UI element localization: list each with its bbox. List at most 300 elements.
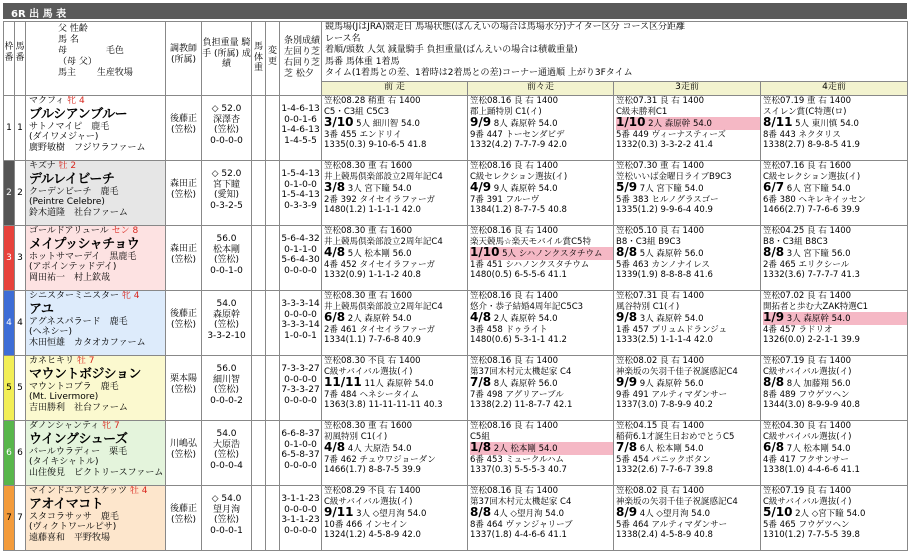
race-popularity-jockey: 2人 ◇宮下瞳 54.0 xyxy=(792,509,866,520)
finish-position: 9/8 xyxy=(616,310,638,325)
race-winner: 5番 463 カンノナイレス xyxy=(616,259,710,270)
race-name: C級セレクション選抜(イ) xyxy=(470,171,568,182)
horse-info[interactable] xyxy=(26,96,166,161)
finish-position: 4/8 xyxy=(324,440,346,455)
race-venue-date: 笠松08.16 良 右 1400 xyxy=(470,161,559,171)
race-winner: 7番 498 アグリアーブル xyxy=(470,389,564,400)
record-right: 1-4-6-13 xyxy=(281,125,320,136)
trainer-affiliation: (笠松) xyxy=(170,449,197,460)
race-venue-date: 笠松07.30 重 右 1400 xyxy=(616,161,705,171)
race-time: 1480(0.5) 6-5-5-6 41.1 xyxy=(470,270,567,281)
header-record-line: 条別成績 xyxy=(284,36,321,46)
race-result xyxy=(324,182,467,195)
race-time: 1363(3.8) 11-11-11-11 40.3 xyxy=(324,400,443,411)
finish-position: 5/10 xyxy=(763,505,793,520)
header-row xyxy=(4,22,908,82)
race-name: 神楽坂の矢羽千佳子祝誕感記C4 xyxy=(616,366,738,377)
dam-sire: (アポインテッドデイ) xyxy=(29,262,117,273)
jockey-weight-cell xyxy=(202,421,252,486)
horse-name[interactable]: アオイマコト xyxy=(29,496,104,512)
finish-position: 7/8 xyxy=(616,440,638,455)
dam-sire: (ヘネシー) xyxy=(29,327,73,338)
race-winner: 10番 466 インセイン xyxy=(324,519,408,530)
race-winner: 6番 380 ヘキレキイッセン xyxy=(763,194,866,205)
horse-row[interactable] xyxy=(4,486,908,551)
race-venue-date: 笠松08.16 良 右 1400 xyxy=(470,291,559,301)
past-race-cell[interactable] xyxy=(614,161,761,226)
sex-age: 牝 4 xyxy=(121,291,140,301)
horse-row[interactable] xyxy=(4,356,908,421)
record-left: 0-0-0-0 xyxy=(284,504,317,515)
horse-name[interactable]: アユ xyxy=(29,301,54,317)
jockey-affiliation: (笠松) xyxy=(213,125,240,136)
race-popularity-jockey: 5人 森原幹 56.0 xyxy=(637,249,704,260)
past-race-cell[interactable] xyxy=(761,161,908,226)
waku-number: 2 xyxy=(4,161,15,226)
race-winner: 2番 461 タイセイラファーガ xyxy=(324,324,436,335)
race-title-bar xyxy=(3,3,907,19)
race-time: 1332(0.9) 1-1-1-2 40.8 xyxy=(324,270,421,281)
finish-position: 8/8 xyxy=(763,245,785,260)
trainer-cell xyxy=(166,356,202,421)
race-time: 1338(2.4) 4-5-8-9 40.8 xyxy=(616,530,713,541)
header-info-line: タイム(1着馬との差、1着時は2着馬との差)コーナー通過順 上がり3Fタイム xyxy=(325,68,633,78)
race-popularity-jockey: 8人 森原幹 56.0 xyxy=(491,379,558,390)
sex-age: セン 8 xyxy=(111,226,139,236)
past-race-cell[interactable] xyxy=(468,421,614,486)
header-info-line: 着順/頭数 人気 減量騎手 負担重量(ばんえいの場合は積載重量) xyxy=(325,45,578,55)
past-race-cell[interactable] xyxy=(614,226,761,291)
burden-weight: ◇ 52.0 xyxy=(211,104,242,114)
race-result xyxy=(470,377,613,390)
race-time: 1338(1.0) 4-4-6-6 41.1 xyxy=(763,465,860,476)
race-name: 第37回木村元太機起家 C4 xyxy=(470,366,572,377)
header-bodyweight: 馬体重 xyxy=(252,22,266,96)
finish-position: 4/8 xyxy=(470,310,492,325)
past-race-cell[interactable] xyxy=(761,356,908,421)
race-venue-date: 笠松04.15 良 右 1400 xyxy=(616,421,705,431)
trainer-name: 川嶋弘 xyxy=(169,439,197,449)
header-change: 変更 xyxy=(266,22,280,96)
race-result xyxy=(763,507,907,520)
record-left: 0-1-1-0 xyxy=(284,244,317,255)
race-venue-date: 笠松07.31 良 右 1400 xyxy=(616,291,705,301)
finish-position: 1/10 xyxy=(470,245,500,260)
past-race-cell[interactable] xyxy=(468,291,614,356)
record-cell xyxy=(280,486,322,551)
dam-sire: (ヴィクトワールピサ) xyxy=(29,522,117,533)
header-horse-line: 母 毛色 xyxy=(58,46,124,56)
record-class: 5-6-4-32 xyxy=(281,234,320,244)
finish-position: 8/11 xyxy=(763,115,793,130)
race-venue-date: 笠松08.30 重 右 1600 xyxy=(324,421,413,431)
race-venue-date: 笠松08.16 良 右 1400 xyxy=(470,96,559,106)
jockey-affiliation: (笠松) xyxy=(213,515,240,526)
header-horse-line: 馬 名 xyxy=(58,35,79,45)
race-winner: 7番 484 ヘネシータイム xyxy=(324,389,419,400)
finish-position: 8/9 xyxy=(616,505,638,520)
breeder: ビクトリースファーム xyxy=(74,467,164,478)
horse-info[interactable] xyxy=(26,356,166,421)
race-venue-date: 笠松07.02 良 右 1400 xyxy=(763,291,852,301)
race-time: 1332(3.6) 7-7-7-7 41.3 xyxy=(763,270,860,281)
sire: ゴールドアリュール xyxy=(29,226,109,236)
jockey-record: 0-0-1-0 xyxy=(210,265,243,276)
race-name: スイレン賞(C特選(ロ) xyxy=(763,106,847,117)
race-time: 1384(1.2) 8-7-7-5 40.8 xyxy=(470,205,567,216)
horse-number: 3 xyxy=(15,226,26,291)
past-race-cell[interactable] xyxy=(468,486,614,551)
trainer-cell xyxy=(166,96,202,161)
finish-position: 7/8 xyxy=(470,375,492,390)
jockey-record: 0-3-2-5 xyxy=(210,200,243,211)
header-horse-line: 父 性齢 xyxy=(58,24,88,34)
bodyweight-cell xyxy=(252,486,266,551)
race-popularity-jockey: 6人 宮下瞳 54.0 xyxy=(784,184,851,195)
waku-number: 7 xyxy=(4,486,15,551)
race-name: 井上競馬倶楽部設立2周年記C4 xyxy=(324,301,443,312)
horse-info[interactable] xyxy=(26,226,166,291)
race-venue-date: 笠松08.30 重 右 1600 xyxy=(324,161,413,171)
horse-name[interactable]: マウントボジション xyxy=(29,366,141,382)
sex-age: 牡 7 xyxy=(76,356,95,366)
header-record-line: 左回り芝 xyxy=(284,47,321,57)
jockey-name: 松本剛 xyxy=(212,244,240,255)
past-race-cell[interactable] xyxy=(322,226,468,291)
horse-row[interactable] xyxy=(4,226,908,291)
record-right: 3-3-3-14 xyxy=(281,320,320,331)
race-result xyxy=(470,507,613,520)
record-cell xyxy=(280,421,322,486)
past-race-cell[interactable] xyxy=(614,291,761,356)
race-result xyxy=(324,247,467,260)
trainer-cell xyxy=(166,486,202,551)
race-time: 1480(0.6) 5-3-1-1 41.2 xyxy=(470,335,567,346)
header-waku: 枠番 xyxy=(4,22,15,96)
record-left: 0-1-0-0 xyxy=(284,179,317,190)
race-time: 1339(1.9) 8-8-8-8 41.6 xyxy=(616,270,713,281)
finish-position: 1/8 xyxy=(470,440,492,455)
jockey-weight-cell xyxy=(202,226,252,291)
dam: アグネスパラード xyxy=(29,316,101,327)
bodyweight-cell xyxy=(252,356,266,421)
sire: シニスターミニスター xyxy=(29,291,120,301)
coat-color: 鹿毛 xyxy=(109,316,128,327)
past-race-cell[interactable] xyxy=(322,291,468,356)
finish-position: 9/11 xyxy=(324,505,354,520)
past-race-cell[interactable] xyxy=(761,421,908,486)
bodyweight-cell xyxy=(252,226,266,291)
breeder: 村上欽哉 xyxy=(74,272,111,283)
race-venue-date: 笠松08.16 良 右 1400 xyxy=(470,486,559,496)
record-right: 7-3-3-27 xyxy=(281,385,320,396)
trainer-affiliation: (笠松) xyxy=(170,189,197,200)
burden-weight: 54.0 xyxy=(216,299,237,309)
horse-row[interactable] xyxy=(4,291,908,356)
race-name: 楽天競馬☆楽天モバイル賞C5特 xyxy=(470,236,591,247)
race-result xyxy=(470,442,613,455)
trainer-affiliation: (笠松) xyxy=(170,124,197,135)
record-class: 7-3-3-27 xyxy=(281,364,320,374)
dam-sire: (タイキシャトル) xyxy=(29,457,99,468)
race-time: 1337(0.3) 5-5-5-3 40.7 xyxy=(470,465,567,476)
record-kasamatsu: 0-0-0-0 xyxy=(284,265,317,276)
horse-info[interactable] xyxy=(26,291,166,356)
trainer-name: 栗本陽 xyxy=(169,374,197,384)
race-venue-date: 笠松08.30 重 右 1600 xyxy=(324,291,413,301)
finish-position: 6/7 xyxy=(763,180,785,195)
race-winner: 5番 383 ヒルノグラスゴー xyxy=(616,194,719,205)
race-winner: 2番 392 タイセイラファーガ xyxy=(324,194,436,205)
sex-age: 牝 4 xyxy=(67,96,85,106)
jockey-affiliation: (笠松) xyxy=(213,450,240,461)
header-horse-line: （母 父） xyxy=(58,57,97,67)
race-name: 井上競馬倶楽部設立2周年記C4 xyxy=(324,171,443,182)
race-popularity-jockey: 11人 森原幹 54.0 xyxy=(361,379,434,390)
horse-name[interactable]: メイプッシャチョウ xyxy=(29,236,140,252)
race-winner: 6番 453 ミュークルハム xyxy=(470,454,565,465)
entry-table xyxy=(3,21,908,551)
waku-number: 5 xyxy=(4,356,15,421)
race-popularity-jockey: 7人 宮下瞳 54.0 xyxy=(637,184,704,195)
change-cell xyxy=(266,291,280,356)
race-winner: 8番 443 ネクタリス xyxy=(763,129,841,140)
owner: 廣野敏樹 xyxy=(29,142,66,153)
record-left: 0-0-0-0 xyxy=(284,374,317,385)
race-venue-date: 笠松07.19 良 右 1400 xyxy=(763,486,852,496)
race-name: 第37回木村元太機起家 C4 xyxy=(470,496,572,507)
finish-position: 3/10 xyxy=(324,115,354,130)
trainer-affiliation: (笠松) xyxy=(170,384,197,395)
header-info-line: レース名 xyxy=(325,33,361,44)
race-time: 1332(2.6) 7-7-6-7 39.8 xyxy=(616,465,713,476)
race-popularity-jockey: 5人 細川智 54.0 xyxy=(353,119,420,130)
past-race-cell[interactable] xyxy=(322,161,468,226)
race-name: 神楽坂の矢羽千佳子祝誕感記C4 xyxy=(616,496,738,507)
horse-number: 1 xyxy=(15,96,26,161)
finish-position: 1/10 xyxy=(616,115,646,130)
record-kasamatsu: 1-0-0-1 xyxy=(284,330,317,341)
finish-position: 6/8 xyxy=(324,310,346,325)
race-popularity-jockey: 7人 松本剛 54.0 xyxy=(784,444,851,455)
horse-info[interactable] xyxy=(26,161,166,226)
sex-age: 牝 7 xyxy=(102,421,120,431)
record-class: 1-5-4-13 xyxy=(281,169,320,179)
race-name: C5組 xyxy=(470,431,490,442)
horse-name[interactable]: ウイングシューズ xyxy=(29,431,128,447)
dam: サトノマイピ xyxy=(29,121,83,132)
race-result xyxy=(324,312,467,325)
race-venue-date: 笠松04.30 良 右 1400 xyxy=(763,421,852,431)
race-result xyxy=(324,442,467,455)
bodyweight-cell xyxy=(252,421,266,486)
owner: 岡田祐一 xyxy=(29,272,66,283)
jockey-record: 3-3-2-10 xyxy=(207,330,246,341)
race-name: 井上競馬倶楽部設立2周年記C4 xyxy=(324,236,443,247)
record-right: 3-1-1-23 xyxy=(281,515,320,526)
finish-position: 8/8 xyxy=(616,245,638,260)
dam: スタコラサッサ xyxy=(29,511,92,522)
horse-row[interactable] xyxy=(4,96,908,161)
race-venue-date: 笠松08.16 良 右 1400 xyxy=(470,226,559,236)
past-race-cell[interactable] xyxy=(468,226,614,291)
race-result xyxy=(763,247,907,260)
race-popularity-jockey: 3人 ◇望月洵 54.0 xyxy=(353,509,427,520)
race-popularity-jockey: 2人 森原幹 54.0 xyxy=(491,314,558,325)
race-time: 1310(1.2) 7-7-5-5 39.8 xyxy=(763,530,860,541)
change-cell xyxy=(266,226,280,291)
past-race-cell[interactable] xyxy=(322,96,468,161)
trainer-name: 後藤正 xyxy=(169,504,197,514)
jockey-record: 0-0-0-1 xyxy=(210,525,243,536)
race-popularity-jockey: 2人 森原幹 54.0 xyxy=(645,119,712,130)
header-info xyxy=(322,22,908,82)
finish-position: 9/9 xyxy=(616,375,638,390)
race-winner: 9番 447 トーセンダビデ xyxy=(470,129,565,140)
dam: クーデンビーチ xyxy=(29,186,92,197)
finish-position: 4/8 xyxy=(324,245,346,260)
race-winner: 5番 449 ヴィーナスティーズ xyxy=(616,129,726,140)
race-time: 1338(2.2) 11-8-7-7 42.1 xyxy=(470,400,573,411)
past-race-cell[interactable] xyxy=(468,161,614,226)
race-popularity-jockey: 3人 宮下瞳 56.0 xyxy=(784,249,851,260)
trainer-name: 後藤正 xyxy=(169,309,197,319)
past-race-cell[interactable] xyxy=(614,356,761,421)
header-prev-4: 4走前 xyxy=(761,82,908,96)
horse-name[interactable]: ブルシアンブルー xyxy=(29,106,128,122)
race-name: 初風特別 C1(イ) xyxy=(324,431,388,442)
race-time: 1466(2.7) 7-7-6-6 39.9 xyxy=(763,205,860,216)
race-popularity-jockey: 2人 松本剛 54.0 xyxy=(491,444,558,455)
race-winner: 7番 391 フルーヴ xyxy=(470,194,540,205)
dam: ホットサマーデイ xyxy=(29,251,101,262)
sire: カネヒキリ xyxy=(29,356,75,366)
past-race-cell[interactable] xyxy=(761,291,908,356)
header-horse xyxy=(26,22,166,96)
finish-position: 11/11 xyxy=(324,375,362,390)
race-venue-date: 笠松05.10 良 右 1400 xyxy=(616,226,705,236)
race-popularity-jockey: 3人 森原幹 54.0 xyxy=(637,314,704,325)
coat-color: 鹿毛 xyxy=(91,121,110,132)
coat-color: 鹿毛 xyxy=(100,381,119,392)
bodyweight-cell xyxy=(252,161,266,226)
race-winner: 8番 489 フウゲツヘン xyxy=(763,389,850,400)
record-left: 0-0-1-6 xyxy=(284,114,317,125)
jockey-weight-cell xyxy=(202,291,252,356)
race-name: 笠松いいば金曜日ライブB9C3 xyxy=(616,171,732,182)
trainer-cell xyxy=(166,161,202,226)
finish-position: 4/9 xyxy=(470,180,492,195)
past-race-cell[interactable] xyxy=(614,421,761,486)
race-time: 1333(2.5) 1-1-1-4 42.0 xyxy=(616,335,713,346)
change-cell xyxy=(266,96,280,161)
past-race-cell[interactable] xyxy=(468,356,614,421)
race-time: 1344(3.0) 8-9-9-9 40.8 xyxy=(763,400,860,411)
race-winner: 7番 462 チュウワジョーダン xyxy=(324,454,436,465)
trainer-cell xyxy=(166,291,202,356)
horse-info[interactable] xyxy=(26,486,166,551)
race-name: C級セレクション選抜(イ) xyxy=(763,171,861,182)
header-prev-1: 前 走 xyxy=(322,82,468,96)
race-result xyxy=(616,442,760,455)
race-venue-date: 笠松07.31 良 右 1400 xyxy=(616,96,705,106)
past-race-cell[interactable] xyxy=(322,486,468,551)
sex-age: 牡 4 xyxy=(129,486,148,496)
past-race-cell[interactable] xyxy=(468,96,614,161)
burden-weight: ◇ 54.0 xyxy=(211,494,242,504)
sex-age: 牡 2 xyxy=(58,161,77,171)
header-weight: 負担重量 騎手 (所属) 成 績 xyxy=(202,22,252,96)
past-race-cell[interactable] xyxy=(761,96,908,161)
race-winner: 5番 465 フウゲツヘン xyxy=(763,519,850,530)
coat-color: 栗毛 xyxy=(109,446,128,457)
race-winner: 4番 417 フクサンサー xyxy=(763,454,849,465)
race-winner: 3番 455 エンドリイ xyxy=(324,129,402,140)
past-race-cell[interactable] xyxy=(614,486,761,551)
finish-position: 8/8 xyxy=(763,375,785,390)
horse-row[interactable] xyxy=(4,421,908,486)
breeder: フジワラファーム xyxy=(74,142,146,153)
race-name: 風谷特別 C1(イ) xyxy=(616,301,680,312)
burden-weight: 56.0 xyxy=(216,234,237,244)
race-venue-date: 笠松08.16 良 右 1400 xyxy=(470,356,559,366)
race-time: 1335(0.3) 9-10-6-5 41.8 xyxy=(324,140,427,151)
horse-row[interactable] xyxy=(4,161,908,226)
past-race-cell[interactable] xyxy=(322,421,468,486)
coat-color: 黒鹿毛 xyxy=(109,251,137,262)
owner: 山住俊見 xyxy=(29,467,66,478)
race-name: C級サバイバル選抜(イ) xyxy=(324,496,413,507)
horse-number: 6 xyxy=(15,421,26,486)
record-cell xyxy=(280,356,322,421)
dam-sire: (ダイワメジャー) xyxy=(29,132,99,143)
owner: 遠藤喜和 xyxy=(29,532,66,543)
race-popularity-jockey: 3人 森原幹 54.0 xyxy=(784,314,851,325)
jockey-weight-cell xyxy=(202,356,252,421)
horse-info[interactable] xyxy=(26,421,166,486)
race-result xyxy=(470,247,613,260)
record-cell xyxy=(280,161,322,226)
race-popularity-jockey: 8人 加藤翔 56.0 xyxy=(784,379,851,390)
record-class: 1-4-6-13 xyxy=(281,104,320,114)
record-cell xyxy=(280,96,322,161)
race-result xyxy=(763,377,907,390)
race-winner: 3番 458 ドゥライト xyxy=(470,324,548,335)
trainer-cell xyxy=(166,421,202,486)
race-name: C級未勝利C1 xyxy=(616,106,668,117)
race-result xyxy=(324,117,467,130)
jockey-name: 望月洵 xyxy=(212,504,240,515)
breeder: 平野牧場 xyxy=(74,532,111,543)
race-venue-date: 笠松08.30 不良 右 1400 xyxy=(324,356,421,366)
race-result xyxy=(616,247,760,260)
bodyweight-cell xyxy=(252,96,266,161)
past-race-cell[interactable] xyxy=(614,96,761,161)
waku-number: 3 xyxy=(4,226,15,291)
jockey-name: 宮下瞳 xyxy=(212,179,240,190)
record-left: 0-0-0-0 xyxy=(284,309,317,320)
race-popularity-jockey: 4人 大原浩 54.0 xyxy=(345,444,412,455)
past-race-cell[interactable] xyxy=(322,356,468,421)
race-venue-date: 笠松04.25 良 右 1400 xyxy=(763,226,852,236)
past-race-cell[interactable] xyxy=(761,226,908,291)
race-winner: 4番 457 ラドリオ xyxy=(763,324,833,335)
bodyweight-cell xyxy=(252,291,266,356)
record-kasamatsu: 0-0-0-0 xyxy=(284,460,317,471)
horse-name[interactable]: デルレイビーチ xyxy=(29,171,115,187)
past-race-cell[interactable] xyxy=(761,486,908,551)
race-time: 1332(0.3) 3-3-2-2 41.4 xyxy=(616,140,713,151)
